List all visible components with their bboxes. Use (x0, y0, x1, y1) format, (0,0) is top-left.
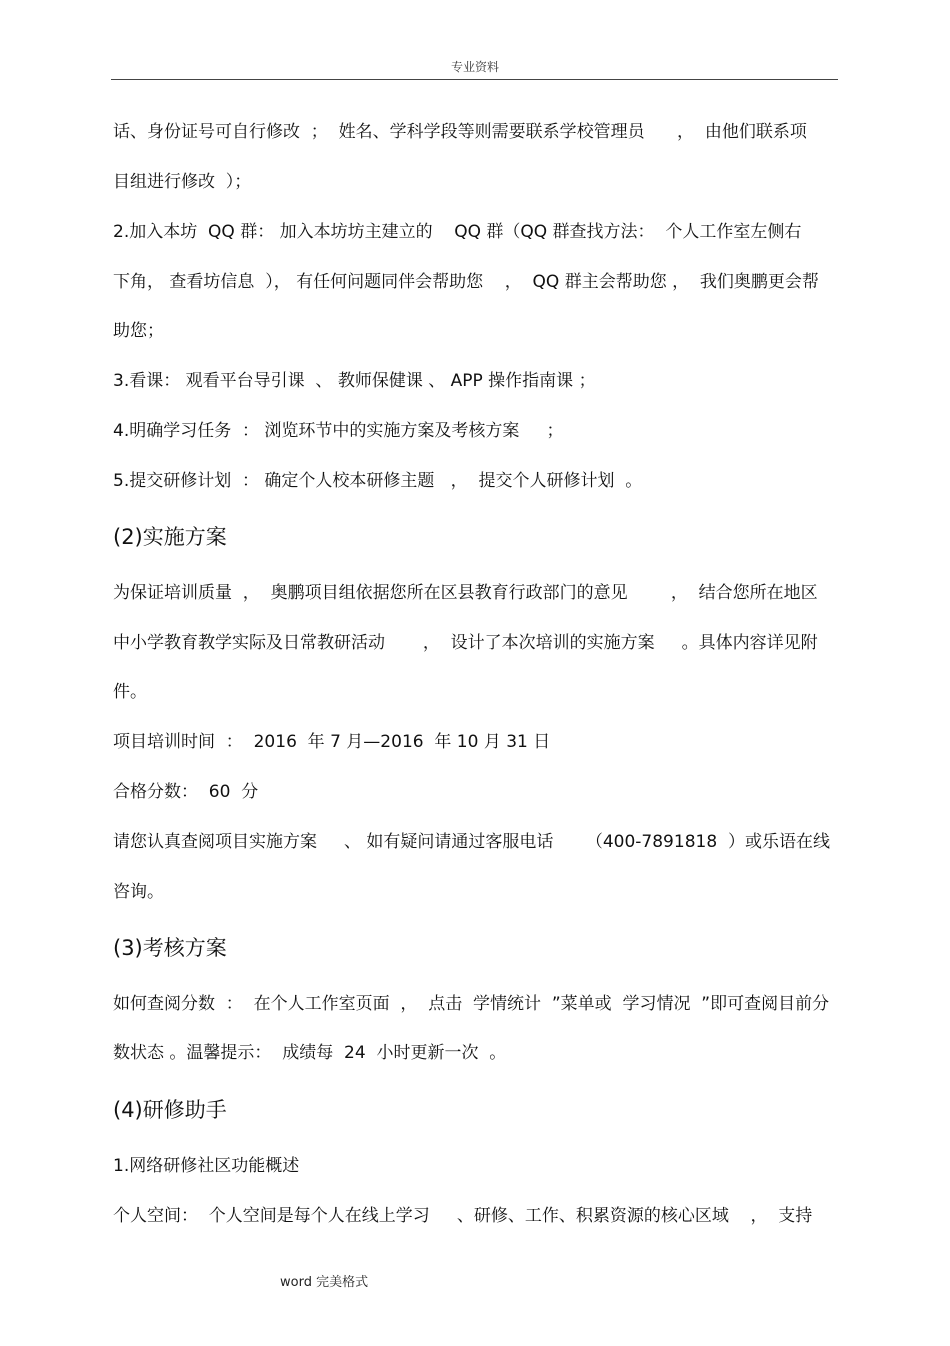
section2-line-7: 咨询。 (113, 882, 164, 902)
section2-line-3: 件。 (113, 682, 147, 702)
section4-line-2: 个人空间： 个人空间是每个人在线上学习 、研修、工作、积累资源的核心区域 ， 支持 (113, 1206, 813, 1226)
section4-line-1: 1.网络研修社区功能概述 (113, 1156, 300, 1176)
section2-line-6: 请您认真查阅项目实施方案 、 如有疑问请通过客服电话 （400-7891818 ）或乐语在线 (113, 832, 830, 852)
page-header: 专业资料 (450, 60, 499, 74)
body-line-6: 3.看课： 观看平台导引课 、 教师保健课 、 APP 操作指南课 ； (113, 371, 596, 391)
section-heading-implementation: (2)实施方案 (113, 525, 227, 549)
section-heading-assistant: (4)研修助手 (113, 1098, 227, 1122)
body-line-3: 2.加入本坊 QQ 群： 加入本坊坊主建立的 QQ 群（QQ 群查找方法： 个人工作室左侧右 (113, 222, 802, 242)
page-footer: word 完美格式 (280, 1275, 369, 1290)
header-divider (111, 79, 838, 80)
body-line-1: 话、身份证号可自行修改 ； 姓名、学科学段等则需要联系学校管理员 ， 由他们联系项 (113, 122, 807, 142)
body-line-7: 4.明确学习任务 ： 浏览环节中的实施方案及考核方案 ； (113, 421, 564, 441)
body-line-4: 下角， 查看坊信息 ）， 有任何问题同伴会帮助您 ， QQ 群主会帮助您 ， 我们奥鹏更会帮 (113, 272, 819, 292)
body-line-5: 助您； (113, 321, 164, 341)
training-period: 项目培训时间 ： 2016 年 7 月—2016 年 10 月 31 日 (113, 732, 551, 752)
section2-line-2: 中小学教育教学实际及日常教研活动 ， 设计了本次培训的实施方案 。具体内容详见附 (113, 633, 818, 653)
body-line-8: 5.提交研修计划 ： 确定个人校本研修主题 ， 提交个人研修计划 。 (113, 471, 643, 491)
section2-line-1: 为保证培训质量 ， 奥鹏项目组依据您所在区县教育行政部门的意见 ， 结合您所在地区 (113, 583, 818, 603)
section3-line-1: 如何查阅分数 ： 在个人工作室页面 ， 点击 学情统计 ”菜单或 学习情况 ”即可查阅目前分 (113, 994, 830, 1014)
body-line-2: 目组进行修改 ）； (113, 172, 252, 192)
section3-line-2: 数状态 。温馨提示： 成绩每 24 小时更新一次 。 (113, 1043, 507, 1063)
section-heading-assessment: (3)考核方案 (113, 936, 227, 960)
passing-score: 合格分数： 60 分 (113, 782, 259, 802)
